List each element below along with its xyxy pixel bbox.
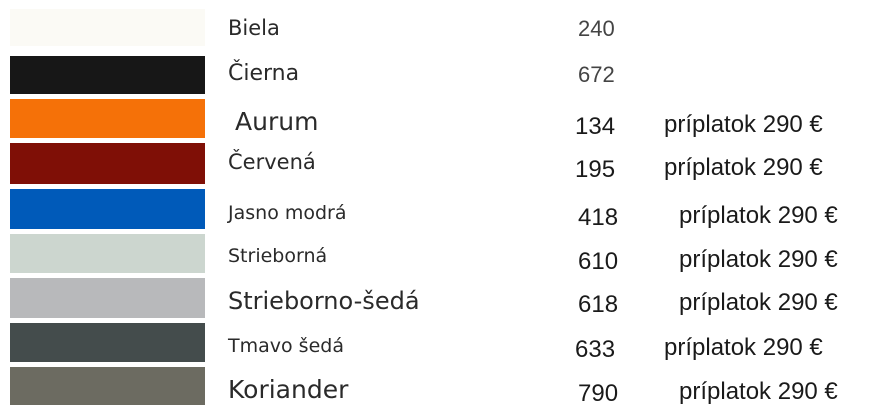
color-code: 633 xyxy=(575,336,616,363)
color-swatch xyxy=(10,323,205,362)
surcharge-label: príplatok 290 € xyxy=(664,111,823,138)
color-swatch xyxy=(10,278,205,318)
color-swatch xyxy=(10,9,205,46)
color-swatch xyxy=(10,234,205,273)
color-name: Jasno modrá xyxy=(228,202,347,224)
color-name: Tmavo šedá xyxy=(228,335,344,357)
color-name: Aurum xyxy=(235,107,319,136)
color-swatch xyxy=(10,143,205,184)
color-name: Strieborno-šedá xyxy=(228,287,420,315)
color-name: Čierna xyxy=(228,61,300,86)
color-swatch xyxy=(10,99,205,138)
surcharge-label: príplatok 290 € xyxy=(679,378,838,405)
color-name: Strieborná xyxy=(228,245,328,267)
color-code: 790 xyxy=(578,380,619,407)
surcharge-label: príplatok 290 € xyxy=(664,334,823,361)
color-name: Biela xyxy=(228,16,280,40)
color-swatch xyxy=(10,367,205,405)
color-code: 240 xyxy=(578,16,615,41)
surcharge-label: príplatok 290 € xyxy=(679,246,838,273)
color-code: 195 xyxy=(575,156,616,183)
surcharge-label: príplatok 290 € xyxy=(679,202,838,229)
color-code: 418 xyxy=(578,204,619,231)
surcharge-label: príplatok 290 € xyxy=(679,289,838,316)
color-code: 134 xyxy=(575,113,616,140)
color-name: Koriander xyxy=(228,375,349,404)
color-code: 672 xyxy=(578,62,615,87)
color-code: 618 xyxy=(578,291,619,318)
color-swatch xyxy=(10,56,205,94)
color-name: Červená xyxy=(228,150,316,174)
color-swatch xyxy=(10,189,205,229)
color-code: 610 xyxy=(578,248,619,275)
surcharge-label: príplatok 290 € xyxy=(664,154,823,181)
